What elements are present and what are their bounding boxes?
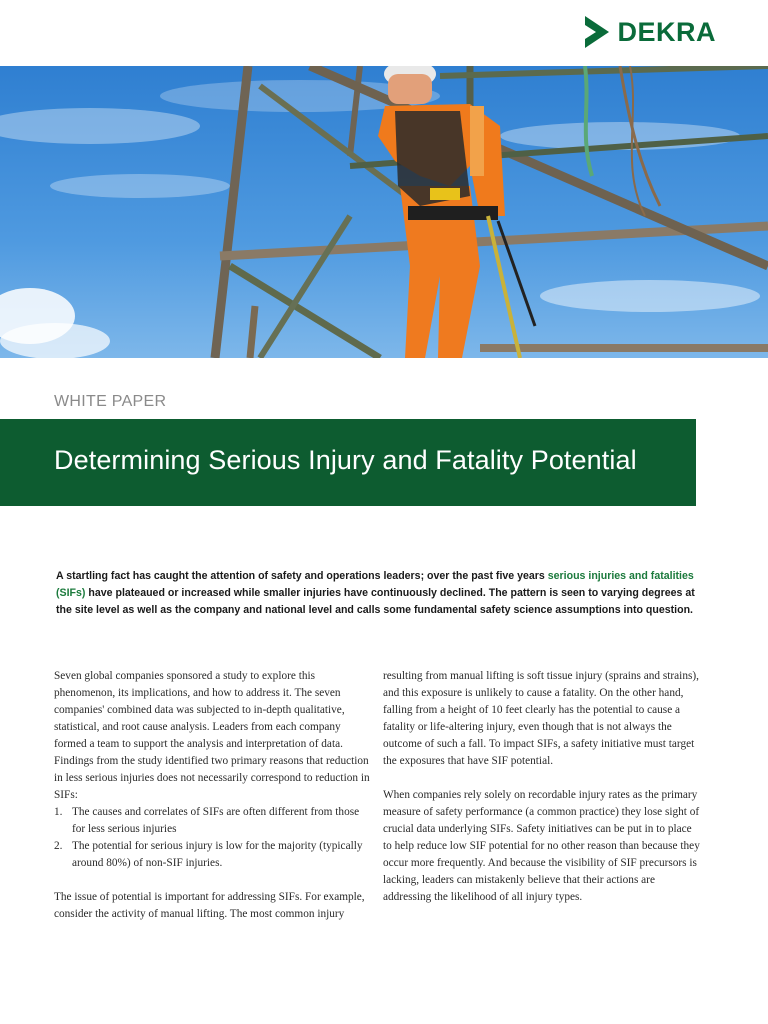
body-paragraph: Seven global companies sponsored a study to explore this phenomenon, its implications, and how to address it. The seven companies' combined data was subjected to in-depth qualitative, statistical, and root cause analysis. Leaders from each company formed a team to support the analysis and interpretation of data. Findings from the study identified two primary reasons that reduction in less serious injuries does not necessarily correspond to reduction in SIFs: xyxy=(54,670,370,801)
list-text: The potential for serious injury is low for the majority (typically around 80%) of non-SIF injuries. xyxy=(72,840,363,869)
list-item xyxy=(54,804,372,838)
document-type-label: WHITE PAPER xyxy=(54,393,167,410)
hero-image xyxy=(0,66,768,358)
intro-text-end: have plateaued or increased while smaller injuries have continuously declined. The pattern is seen to varying degrees at the site level as well as the company and national level and calls some fundamental safety science assumptions into question. xyxy=(56,587,695,616)
intro-text-start: A startling fact has caught the attention of safety and operations leaders; over the past five years xyxy=(56,570,548,582)
page-title: Determining Serious Injury and Fatality Potential xyxy=(54,445,637,475)
dekra-logo-icon xyxy=(585,16,609,48)
title-band xyxy=(0,419,696,506)
body-column-left xyxy=(54,668,372,940)
body-column-right xyxy=(383,668,701,923)
brand-name: DEKRA xyxy=(617,16,716,47)
body-paragraph: resulting from manual lifting is soft tissue injury (sprains and strains), and this exposure is unlikely to cause a fatality. On the other hand, falling from a height of 10 feet clearly has the potential to cause a fatality or life-altering injury, even though that is not always the outcome of such a fall. To impact SIFs, a safety initiative must target the exposures that have SIF potential. xyxy=(383,670,699,767)
list-item xyxy=(54,838,372,872)
findings-list xyxy=(54,804,372,872)
intro-paragraph xyxy=(56,568,700,619)
list-text: The causes and correlates of SIFs are often different from those for less serious injuries xyxy=(72,806,360,835)
body-paragraph: The issue of potential is important for addressing SIFs. For example, consider the activity of manual lifting. The most common injury xyxy=(54,891,365,920)
list-number: 1. xyxy=(54,806,63,818)
dekra-logo[interactable] xyxy=(585,16,716,48)
intro-highlight: serious injuries and fatalities (SIFs) xyxy=(56,570,694,599)
worker-on-scaffolding-photo xyxy=(0,66,768,358)
body-paragraph: When companies rely solely on recordable injury rates as the primary measure of safety performance (a common practice) they lose sight of crucial data underlying SIFs. Safety initiatives can be put in to place to help reduce low SIF potential for no other reason than because they occur more frequently. And because the visibility of SIF precursors is lacking, leaders can mistakenly believe that their actions are addressing the likelihood of all injury types. xyxy=(383,789,700,903)
header-bar xyxy=(0,0,768,66)
list-number: 2. xyxy=(54,840,63,852)
